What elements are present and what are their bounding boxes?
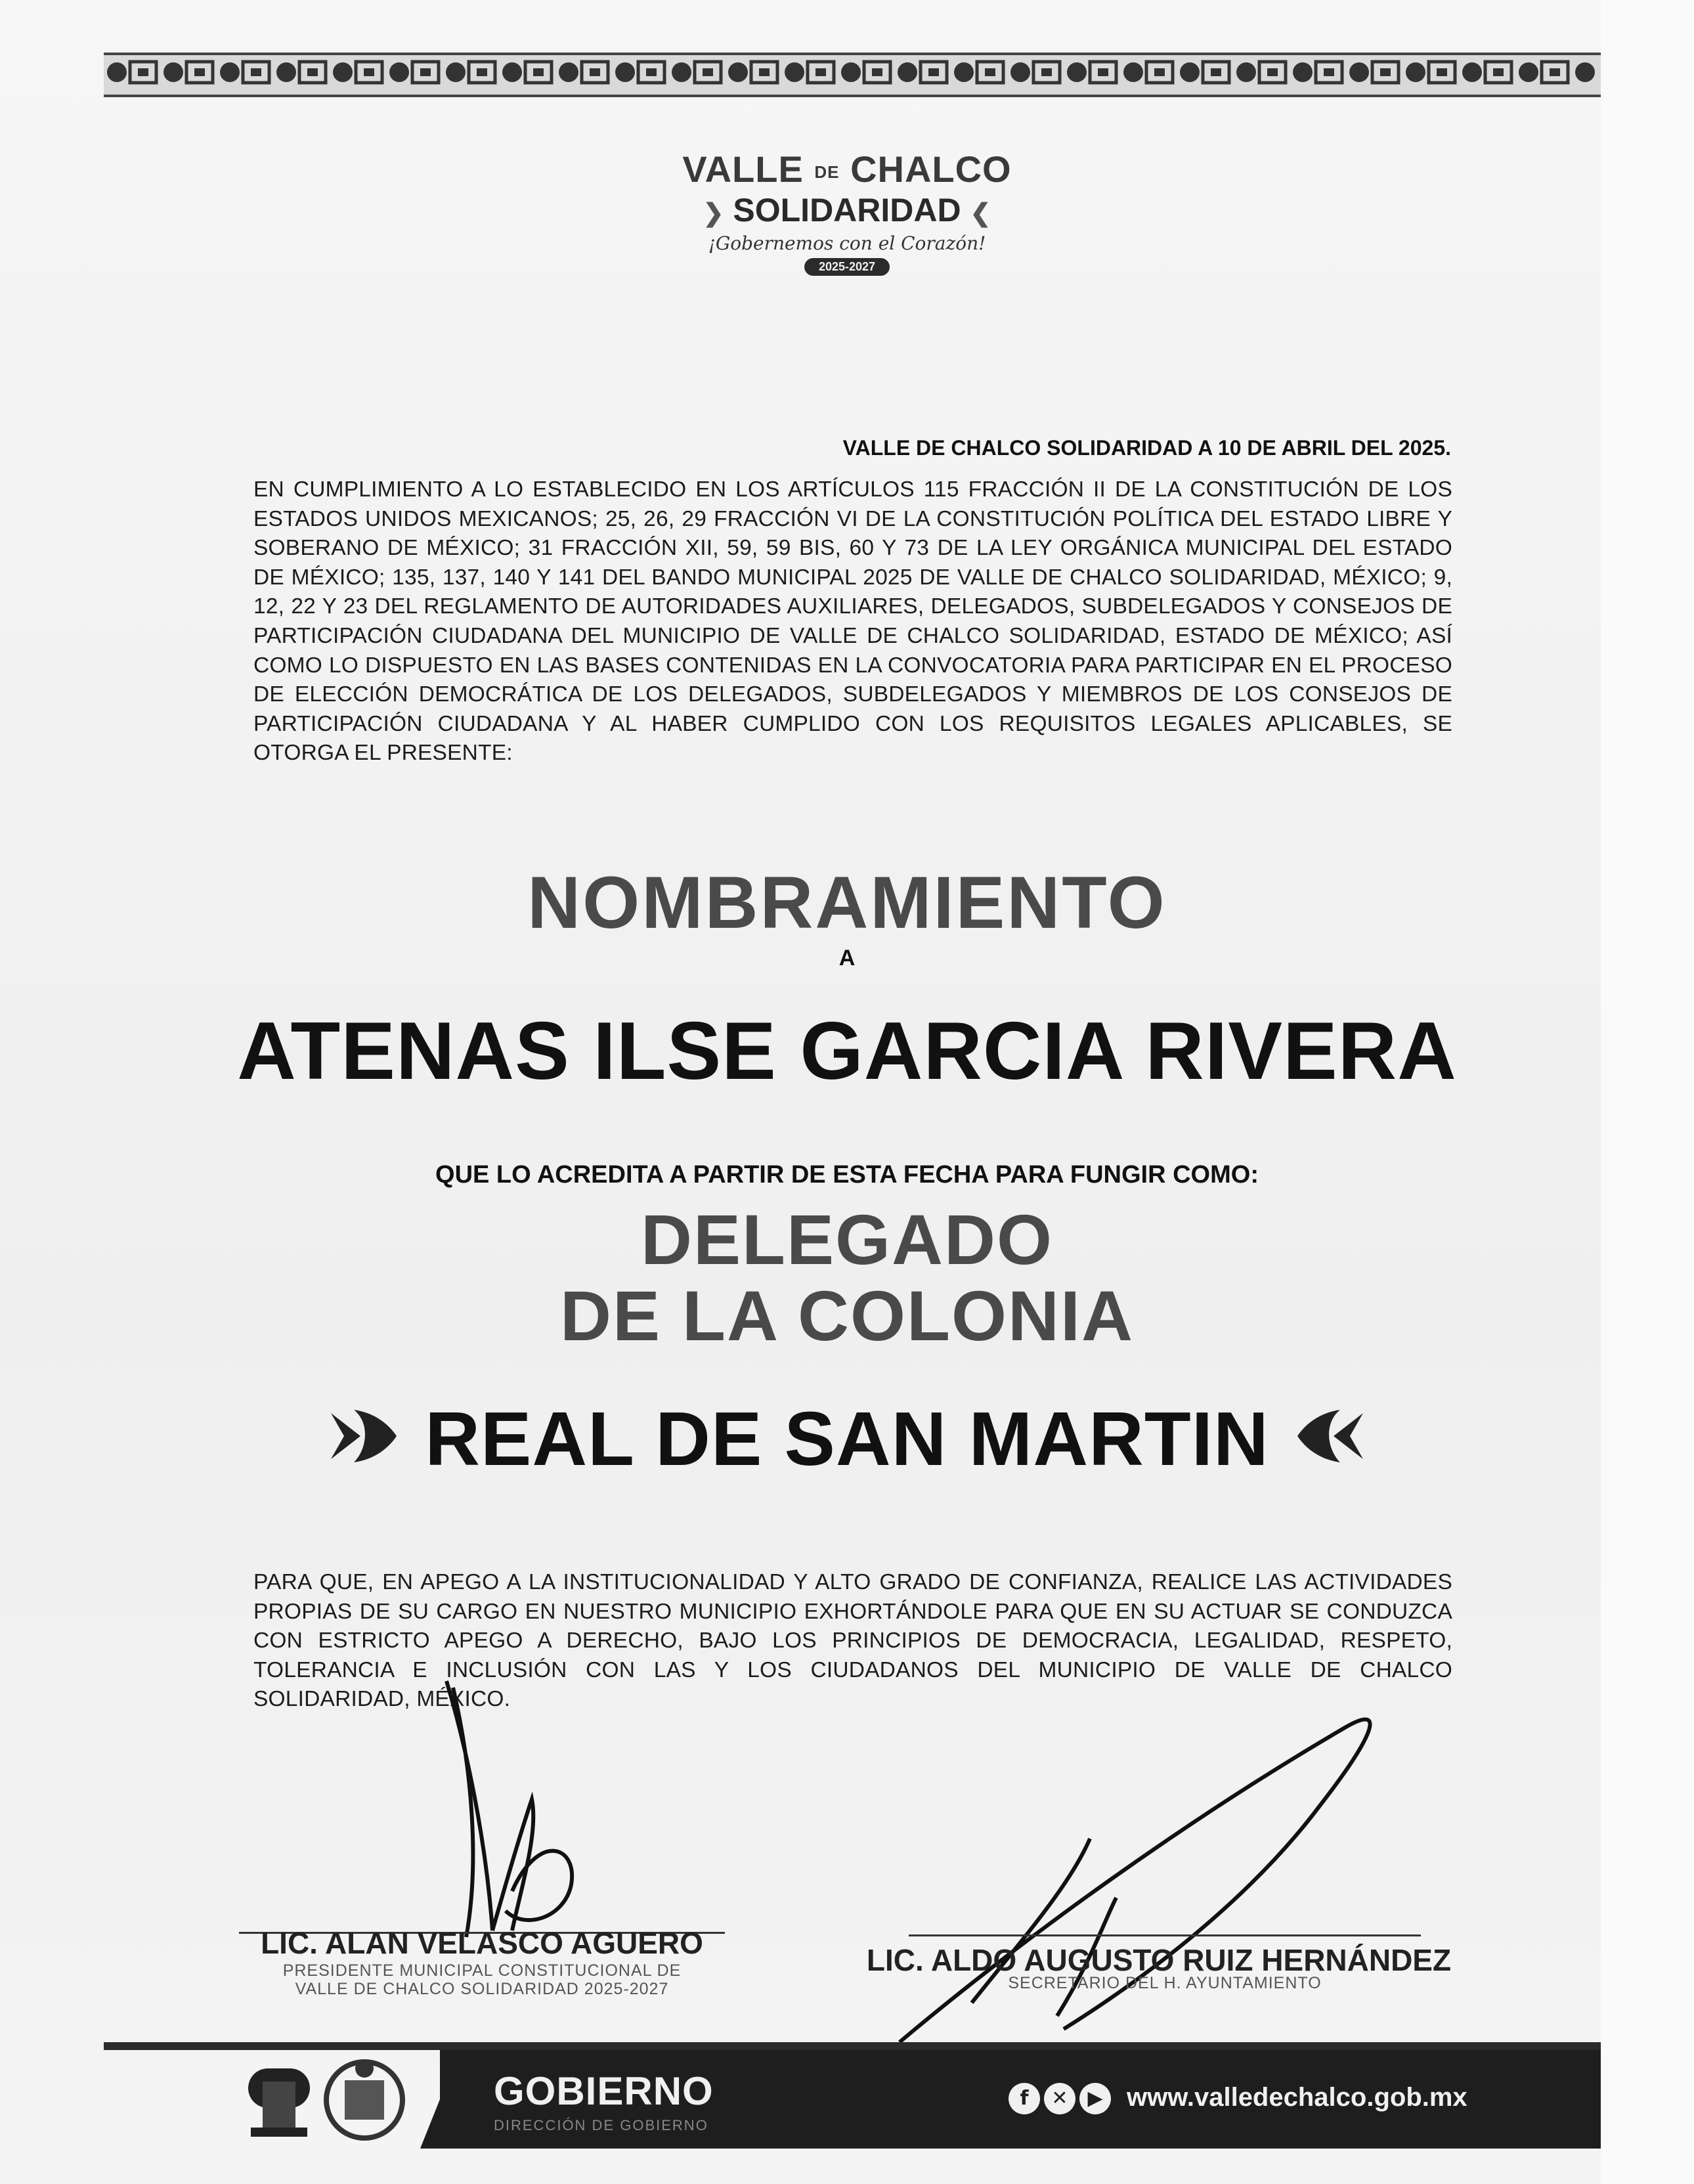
logo-word-de: DE	[814, 162, 840, 183]
signatory-name-secretary: LIC. ALDO AUGUSTO RUIZ HERNÁNDEZ	[866, 1943, 1452, 1977]
footer-rule	[104, 2042, 1601, 2050]
signature-line-secretary	[909, 1934, 1421, 1936]
document-title: NOMBRAMIENTO	[527, 862, 1167, 944]
accreditation-line: QUE LO ACREDITA A PARTIR DE ESTA FECHA PARA FUNGIR COMO:	[435, 1161, 1259, 1189]
logo-line-2	[591, 192, 1103, 232]
closing-paragraph: PARA QUE, EN APEGO A LA INSTITUCIONALIDAD Y ALTO GRADO DE CONFIANZA, REALICE LAS ACTIVIDADES PROPIAS DE SU CARGO EN NUESTRO MUNICIPIO EXHORTÁNDOLE PARA QUE EN SU ACTUAR SE CONDUZCA CON ESTRICTO APEGO A DERECHO, BAJO LOS PRINCIPIOS DE DEMOCRACIA, LEGALIDAD, RESPETO, TOLERANCIA E INCLUSIÓN CON LAS Y LOS CIUDADANOS DEL MUNICIPIO DE VALLE DE CHALCO SOLIDARIDAD, MÉXICO.	[253, 1570, 1452, 1712]
appointee-name: ATENAS ILSE GARCIA RIVERA	[237, 1006, 1457, 1097]
municipal-logo	[591, 150, 1103, 276]
facebook-icon[interactable]: f	[1009, 2083, 1040, 2114]
signatory-role-secretary: SECRETARIO DEL H. AYUNTAMIENTO	[1008, 1974, 1322, 1992]
decorative-frieze	[104, 53, 1601, 97]
logo-period-badge: 2025-2027	[804, 258, 890, 276]
signature-president	[407, 1668, 630, 1944]
position-title	[0, 1202, 1694, 1354]
logo-line-1	[591, 150, 1103, 192]
government-seal-icon	[243, 2062, 315, 2141]
municipal-coat-of-arms-icon	[315, 2054, 414, 2146]
signatory-role-president	[239, 1961, 725, 1998]
document-date: VALLE DE CHALCO SOLIDARIDAD A 10 DE ABRIL DEL 2025.	[842, 436, 1451, 460]
role-line-1: PRESIDENTE MUNICIPAL CONSTITUCIONAL DE	[282, 1961, 682, 1980]
social-icons	[1009, 2083, 1111, 2114]
colonia-name-row	[0, 1395, 1694, 1490]
signature-secretary	[893, 1688, 1418, 2055]
logo-word-solidaridad: SOLIDARIDAD	[733, 192, 961, 229]
leaf-left-icon: ❯	[703, 200, 724, 228]
logo-word-chalco: CHALCO	[850, 148, 1012, 190]
title-connector: A	[838, 946, 856, 971]
leaf-right-icon: ❮	[970, 200, 991, 228]
logo-word-valle: VALLE	[682, 148, 804, 190]
youtube-icon[interactable]: ▶	[1079, 2083, 1111, 2114]
leaf-left-icon	[324, 1400, 403, 1490]
preamble-paragraph: EN CUMPLIMIENTO A LO ESTABLECIDO EN LOS ARTÍCULOS 115 FRACCIÓN II DE LA CONSTITUCIÓN DE LOS ESTADOS UNIDOS MEXICANOS; 25, 26, 29 FRACCIÓN VI DE LA CONSTITUCIÓN POLÍTICA DEL ESTADO LIBRE Y SOBERANO DE MÉXICO; 31 FRACCIÓN XII, 59, 59 BIS, 60 Y 73 DE LA LEY ORGÁNICA MUNICIPAL DEL ESTADO DE MÉXICO; 135, 137, 140 Y 141 DEL BANDO MUNICIPAL 2025 DE VALLE DE CHALCO SOLIDARIDAD, MÉXICO; 9, 12, 22 Y 23 DEL REGLAMENTO DE AUTORIDADES AUXILIARES, DELEGADOS, SUBDELEGADOS Y CONSEJOS DE PARTICIPACIÓN CIUDADANA DEL MUNICIPIO DE VALLE DE CHALCO SOLIDARIDAD, ESTADO DE MÉXICO; ASÍ COMO LO DISPUESTO EN LAS BASES CONTENIDAS EN LA CONVOCATORIA PARA PARTICIPAR EN EL PROCESO DE ELECCIÓN DEMOCRÁTICA DE LOS DELEGADOS, SUBDELEGADOS Y MIEMBROS DE LOS CONSEJOS DE PARTICIPACIÓN CIUDADANA Y AL HABER CUMPLIDO CON LOS REQUISITOS LEGALES APLICABLES, SE OTORGA EL PRESENTE:	[253, 477, 1452, 766]
position-line-2: DE LA COLONIA	[560, 1276, 1134, 1355]
role-line-2: VALLE DE CHALCO SOLIDARIDAD 2025-2027	[295, 1980, 669, 1998]
position-line-1: DELEGADO	[640, 1200, 1054, 1279]
website-link[interactable]: www.valledechalco.gob.mx	[1127, 2083, 1467, 2112]
footer-department-sub: DIRECCIÓN DE GOBIERNO	[494, 2117, 708, 2133]
footer-department: GOBIERNO	[494, 2069, 714, 2113]
signatory-name-president: LIC. ALAN VELASCO AGUERO	[261, 1926, 703, 1960]
logo-slogan: ¡Gobernemos con el Corazón!	[708, 232, 986, 255]
x-icon[interactable]: ✕	[1044, 2083, 1075, 2114]
colonia-name: REAL DE SAN MARTIN	[425, 1396, 1269, 1481]
leaf-right-icon	[1291, 1400, 1370, 1490]
